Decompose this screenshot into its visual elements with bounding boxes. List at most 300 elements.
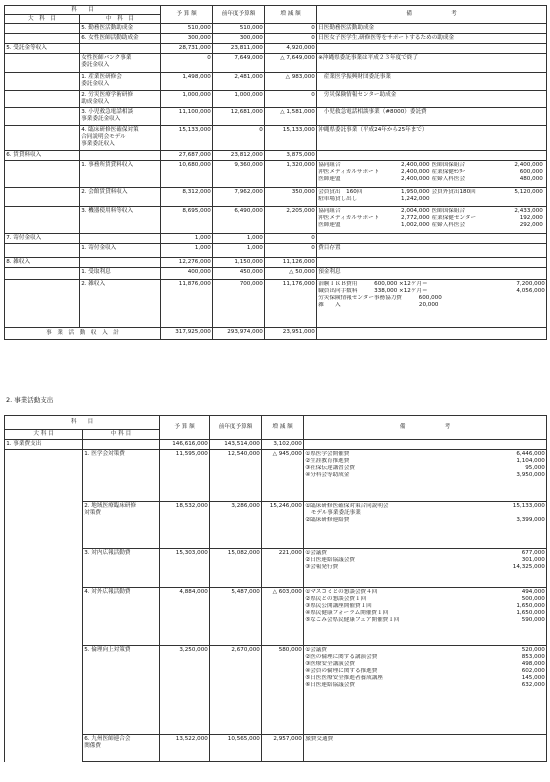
minor-item — [80, 234, 161, 244]
prev-budget-value: 23,812,000 — [213, 151, 265, 161]
major-item — [5, 24, 80, 34]
remark-pair — [432, 169, 545, 176]
table-row — [5, 646, 547, 735]
diff-value: 580,000 — [262, 646, 304, 735]
prev-budget-value: 7,962,000 — [213, 188, 265, 207]
remark-pair-row — [318, 196, 545, 203]
minor-item: 2. 地域医療臨床研修 対策費 — [83, 502, 160, 549]
remark-amount: 494,000 — [521, 588, 545, 595]
remark-pair-row — [318, 208, 545, 215]
diff-value: △ 603,000 — [262, 588, 304, 646]
remark-line — [305, 517, 545, 524]
remark-key: 産業保健ｾﾝﾀｰ — [431, 168, 466, 175]
budget-value: 4,884,000 — [160, 588, 210, 646]
remark-amount — [511, 295, 545, 302]
diff-value: △ 945,000 — [262, 450, 304, 502]
remark-key: 沖医メディカルサポート — [318, 214, 380, 221]
diff-value: 3,102,000 — [262, 440, 304, 450]
diff-value: 0 — [265, 91, 317, 108]
header-remarks: 備 考 — [317, 6, 547, 24]
remark-key — [432, 196, 543, 203]
remark-key: ①臨床研修医確保対策合同説明会 モデル事業委託事業 — [305, 502, 389, 516]
remarks-cell — [317, 54, 547, 73]
major-item — [5, 188, 80, 207]
table-row — [5, 24, 547, 34]
minor-item: 5. 勤務医活動助成金 — [80, 24, 161, 34]
prev-budget-value: 12,540,000 — [210, 450, 262, 502]
budget-value: 28,731,000 — [161, 44, 213, 54]
header-prev-budget: 前年度予算額 — [210, 416, 262, 440]
remark-line — [305, 668, 545, 675]
remark-amount: 602,000 — [521, 667, 545, 674]
prev-budget-value: 0 — [213, 126, 265, 151]
remark-pair-row — [318, 222, 545, 229]
prev-budget-value: 510,000 — [213, 24, 265, 34]
diff-value: 11,176,000 — [265, 280, 317, 328]
major-item: 7. 寄付金収入 — [5, 234, 80, 244]
remarks-cell — [317, 258, 547, 268]
remark-line — [305, 736, 545, 743]
remark-line: 日医勤務医活動助成金 — [318, 24, 375, 31]
major-item: 6. 賃貸料収入 — [5, 151, 80, 161]
prev-budget-value: 5,487,000 — [210, 588, 262, 646]
remarks-cell — [317, 207, 547, 234]
minor-item — [80, 258, 161, 268]
remarks-cell — [317, 161, 547, 188]
remark-amount: 145,000 — [521, 674, 545, 681]
diff-value: 0 — [265, 234, 317, 244]
budget-value: 27,687,000 — [161, 151, 213, 161]
remarks-cell — [317, 24, 547, 34]
remark-key: ③社保伝達講習会費 — [305, 464, 355, 471]
remark-line — [305, 589, 545, 596]
remark-amount: 2,004,000 — [401, 207, 430, 214]
major-item — [5, 268, 80, 280]
remark-pair-row — [318, 169, 545, 176]
remark-key: ③会報発行費 — [305, 563, 339, 570]
diff-value: 15,133,000 — [265, 126, 317, 151]
remark-key: ⑤日医医療安全推進者養成講座 — [305, 674, 383, 681]
header-kamoku: 科 目 — [5, 6, 161, 15]
budget-value: 8,695,000 — [161, 207, 213, 234]
prev-budget-value: 3,286,000 — [210, 502, 262, 549]
remark-pair — [318, 196, 431, 203]
remark-line — [305, 557, 545, 564]
minor-item: 1. 受取利息 — [80, 268, 161, 280]
table-row — [5, 151, 547, 161]
table-row — [5, 126, 547, 151]
prev-budget-value: 1,000 — [213, 234, 265, 244]
diff-value: 350,000 — [265, 188, 317, 207]
remark-line — [305, 458, 545, 465]
remarks-cell — [317, 244, 547, 258]
remark-amount: 2,433,000 — [514, 207, 543, 214]
header-daikamoku: 大 科 目 — [5, 15, 80, 24]
minor-item: 3. 機器使用料等収入 — [80, 207, 161, 234]
table-row — [5, 440, 547, 450]
remark-key: 産業保健センター — [431, 214, 477, 221]
budget-value: 11,876,000 — [161, 280, 213, 328]
budget-value: 400,000 — [161, 268, 213, 280]
diff-value: 0 — [265, 244, 317, 258]
remark-pair — [318, 222, 431, 229]
remark-amount: 14,325,000 — [512, 563, 545, 570]
header-diff: 増 減 額 — [265, 6, 317, 24]
remark-line: ※沖縄県委託事業は平成２３年度で終了 — [318, 54, 418, 61]
diff-value: 2,205,000 — [265, 207, 317, 234]
table-row — [5, 258, 547, 268]
table-row — [5, 161, 547, 188]
remarks-cell — [317, 151, 547, 161]
table-row — [5, 44, 547, 54]
total-remarks — [317, 328, 547, 340]
remark-key: ④県民健康フォーラム開催費１回 — [305, 609, 389, 616]
header-chukamoku: 中 科 目 — [80, 15, 161, 24]
prev-budget-value: 9,360,000 — [213, 161, 265, 188]
prev-budget-value: 2,670,000 — [210, 646, 262, 735]
remark-key: 労災保険情報センター事務協力費 600,000 — [318, 294, 442, 301]
remarks-cell — [317, 91, 547, 108]
diff-value: 4,920,000 — [265, 44, 317, 54]
prev-budget-value: 1,000,000 — [213, 91, 265, 108]
prev-budget-value: 6,490,000 — [213, 207, 265, 234]
header-budget: 予 算 額 — [161, 6, 213, 24]
remark-amount — [543, 196, 545, 203]
remark-amount: 2,772,000 — [401, 214, 430, 221]
remark-amount: 498,000 — [521, 660, 545, 667]
major-item — [5, 73, 80, 91]
prev-budget-value: 143,514,000 — [210, 440, 262, 450]
major-item — [5, 549, 83, 588]
table-row — [5, 108, 547, 126]
revenue-table-body — [5, 6, 547, 340]
remark-line: 労災保険情報センター助成金 — [318, 91, 397, 98]
table-row — [5, 73, 547, 91]
remark-key: 治験ＩＲＢ費用 600,000 ×12ケ月＝ — [318, 280, 428, 287]
diff-value: △ 1,581,000 — [265, 108, 317, 126]
prev-budget-value: 2,481,000 — [213, 73, 265, 91]
remark-line — [305, 610, 545, 617]
minor-item: 2. 労災医療学術研修 助成金収入 — [80, 91, 161, 108]
budget-value: 11,100,000 — [161, 108, 213, 126]
remark-pair — [432, 196, 545, 203]
remark-amount: 301,000 — [521, 556, 545, 563]
diff-value: △ 50,000 — [265, 268, 317, 280]
remarks-cell — [317, 268, 547, 280]
remark-amount: 1,002,000 — [401, 221, 430, 228]
remark-key: 産婦人科医会 — [431, 221, 466, 228]
table-row — [5, 549, 547, 588]
budget-value: 0 — [161, 54, 213, 73]
budget-value: 1,000 — [161, 234, 213, 244]
table-row — [5, 450, 547, 502]
budget-value: 146,616,000 — [160, 440, 210, 450]
remark-key: 協同組合 — [318, 161, 341, 168]
major-item — [5, 34, 80, 44]
minor-item: 1. 寄付金収入 — [80, 244, 161, 258]
remark-key: ③県民公開講座開催費１回 — [305, 602, 372, 609]
remark-key: 雑 入 20,000 — [318, 301, 439, 308]
table-row — [5, 268, 547, 280]
major-item — [5, 91, 80, 108]
remark-line — [305, 465, 545, 472]
remarks-cell — [304, 502, 547, 549]
remark-amount — [511, 736, 545, 743]
minor-item — [80, 151, 161, 161]
remark-amount: 292,000 — [519, 221, 543, 228]
major-item: 1. 事業費支出 — [5, 440, 83, 450]
remark-pair — [318, 215, 431, 222]
remarks-cell — [304, 440, 547, 450]
remark-key: ①県医学会開催費 — [305, 450, 350, 457]
remark-key: ④会員の倫理に関する推進費 — [305, 667, 378, 674]
remark-line — [318, 288, 545, 295]
remark-key: ①マスコミとの懇談会費４回 — [305, 588, 378, 595]
remark-amount: 500,000 — [521, 595, 545, 602]
total-label: 事 業 活 動 収 入 計 — [5, 328, 161, 340]
prev-budget-value: 23,811,000 — [213, 44, 265, 54]
budget-value: 1,498,000 — [161, 73, 213, 91]
remark-key: 職員出向手数料 338,000 ×12ケ月＝ — [318, 287, 428, 294]
remark-amount: 192,000 — [519, 214, 543, 221]
remark-amount: 3,950,000 — [516, 471, 545, 478]
budget-value: 13,522,000 — [160, 735, 210, 762]
remark-line: 預金利息 — [318, 268, 341, 275]
minor-item: 女性医師バンク事業 委託金収入 — [80, 54, 161, 73]
remark-key: 医師国保組合 — [431, 207, 466, 214]
remark-amount: 1,650,000 — [516, 602, 545, 609]
header-kamoku: 科 目 — [5, 416, 160, 430]
budget-value: 11,595,000 — [160, 450, 210, 502]
remark-key: 医師連盟 — [318, 175, 341, 182]
header-chukamoku: 中 科 目 — [83, 430, 160, 440]
budget-value: 1,000 — [161, 244, 213, 258]
remark-line — [305, 564, 545, 571]
diff-value: △ 983,000 — [265, 73, 317, 91]
remark-amount: 1,650,000 — [516, 609, 545, 616]
remarks-cell — [304, 450, 547, 502]
remark-amount: 2,400,000 — [401, 168, 430, 175]
budget-value: 10,680,000 — [161, 161, 213, 188]
remark-amount: 7,200,000 — [516, 280, 545, 287]
minor-item: 1. 事務所賃貸料収入 — [80, 161, 161, 188]
table-row — [5, 54, 547, 73]
budget-value: 8,312,000 — [161, 188, 213, 207]
remark-key: 医師連盟 — [318, 221, 341, 228]
minor-item: 6. 女性医師活動助成金 — [80, 34, 161, 44]
remark-amount: 520,000 — [521, 646, 545, 653]
major-item — [5, 502, 83, 549]
prev-budget-value: 7,649,000 — [213, 54, 265, 73]
major-item — [5, 450, 83, 502]
diff-value: 2,957,000 — [262, 735, 304, 762]
remark-line — [305, 503, 545, 517]
remark-key: ③医療安全講演会費 — [305, 660, 355, 667]
total-diff: 23,951,000 — [265, 328, 317, 340]
remark-line: 小児救急電話相談事業（#8000）委託費 — [318, 108, 427, 115]
remark-amount: 853,000 — [521, 653, 545, 660]
remark-amount: 677,000 — [521, 549, 545, 556]
diff-value: 0 — [265, 24, 317, 34]
minor-item — [80, 44, 161, 54]
budget-value: 300,000 — [161, 34, 213, 44]
remark-amount — [511, 302, 545, 309]
diff-value: 15,246,000 — [262, 502, 304, 549]
header-budget: 予 算 額 — [160, 416, 210, 440]
remark-amount: 480,000 — [519, 175, 543, 182]
remark-amount: 2,400,000 — [401, 175, 430, 182]
minor-item: 2. 雑収入 — [80, 280, 161, 328]
remarks-cell — [317, 34, 547, 44]
minor-item: 1. 産業医研修会 委託金収入 — [80, 73, 161, 91]
remark-key: 医師国保組合 — [431, 161, 466, 168]
minor-item: 6. 九州医師連合会 関係費 — [83, 735, 160, 762]
prev-budget-value: 700,000 — [213, 280, 265, 328]
remark-line — [305, 472, 545, 479]
diff-value: △ 7,649,000 — [265, 54, 317, 73]
minor-item: 5. 倫理向上対策費 — [83, 646, 160, 735]
diff-value: 3,875,000 — [265, 151, 317, 161]
remarks-cell — [317, 126, 547, 151]
remark-pair — [318, 162, 431, 169]
remarks-cell — [317, 280, 547, 328]
remark-key: 会員外貸出180回 — [431, 188, 476, 195]
remark-pair — [318, 189, 431, 196]
table-row — [5, 188, 547, 207]
remark-amount: 2,400,000 — [514, 161, 543, 168]
remark-key: ②県民との懇談会費１回 — [305, 595, 367, 602]
remarks-cell — [317, 108, 547, 126]
remark-line — [305, 550, 545, 557]
remark-key: ④分科会等助成金 — [305, 471, 350, 478]
minor-item: 4. 対外広報活動費 — [83, 588, 160, 646]
diff-value: 1,320,000 — [265, 161, 317, 188]
revenue-table — [4, 5, 547, 340]
remark-amount: 3,399,000 — [516, 516, 545, 523]
table-row — [5, 502, 547, 549]
remark-key: 駐車場貸し出し — [318, 195, 358, 202]
total-prev-budget: 293,974,000 — [213, 328, 265, 340]
remark-line: 費目存置 — [318, 244, 341, 251]
table-row — [5, 588, 547, 646]
table-row — [5, 34, 547, 44]
remark-amount: 4,056,000 — [516, 287, 545, 294]
major-item — [5, 207, 80, 234]
budget-value: 18,532,000 — [160, 502, 210, 549]
budget-value: 12,276,000 — [161, 258, 213, 268]
remark-line — [305, 654, 545, 661]
remark-pair — [432, 215, 545, 222]
major-item — [5, 161, 80, 188]
remark-pair — [318, 169, 431, 176]
remark-line — [305, 617, 545, 624]
minor-item: 4. 臨床研修医確保対策 合同説明会モデル 事業委託収入 — [80, 126, 161, 151]
table-row — [5, 234, 547, 244]
remark-key: ②生涯教育推進費 — [305, 457, 350, 464]
remark-key: ①会議費 — [305, 549, 327, 556]
remark-pair — [432, 222, 545, 229]
minor-item: 1. 医学会対策費 — [83, 450, 160, 502]
header-prev-budget: 前年度予算額 — [213, 6, 265, 24]
budget-value: 15,303,000 — [160, 549, 210, 588]
remark-key: 産婦人科医会 — [431, 175, 466, 182]
remarks-cell — [304, 549, 547, 588]
remark-amount: 1,950,000 — [401, 188, 430, 195]
table-row — [5, 91, 547, 108]
remark-key: ②日医連絡協議会費 — [305, 556, 355, 563]
major-item — [5, 244, 80, 258]
remarks-cell — [304, 646, 547, 735]
remark-key: ②臨床研修連絡費 — [305, 516, 350, 523]
major-item: 8. 雑収入 — [5, 258, 80, 268]
header-diff: 増 減 額 — [262, 416, 304, 440]
remarks-cell — [317, 44, 547, 54]
remark-pair — [432, 162, 545, 169]
remark-pair-row — [318, 176, 545, 183]
remark-line — [305, 661, 545, 668]
minor-item: 3. 小児救急電話相談 事業委託金収入 — [80, 108, 161, 126]
remark-pair — [432, 189, 545, 196]
remarks-cell — [304, 735, 547, 762]
remark-line: 沖縄県委託事業（平成24年から25年まで） — [318, 126, 428, 133]
budget-value: 510,000 — [161, 24, 213, 34]
remark-key: 会員貸出 160回 — [318, 188, 363, 195]
remark-pair — [318, 176, 431, 183]
remark-line — [318, 281, 545, 288]
major-item — [5, 588, 83, 646]
remarks-cell — [317, 188, 547, 207]
remark-line — [305, 603, 545, 610]
remark-key: ②医の倫理に関する講演会費 — [305, 653, 378, 660]
remark-key: ⑤なごみ会県民健康フェア開催費１回 — [305, 616, 400, 623]
remark-amount: 632,000 — [521, 681, 545, 688]
total-row — [5, 328, 547, 340]
minor-item — [83, 440, 160, 450]
remark-line — [305, 596, 545, 603]
expenditure-table-body — [5, 416, 547, 762]
budget-value: 15,133,000 — [161, 126, 213, 151]
diff-value: 221,000 — [262, 549, 304, 588]
major-item — [5, 108, 80, 126]
remark-amount: 5,120,000 — [514, 188, 543, 195]
remarks-cell — [317, 234, 547, 244]
prev-budget-value: 10,565,000 — [210, 735, 262, 762]
remark-key: ⑥日医連絡協議会費 — [305, 681, 355, 688]
table-row — [5, 244, 547, 258]
major-item — [5, 126, 80, 151]
budget-value: 3,250,000 — [160, 646, 210, 735]
major-item: 5. 受託金等収入 — [5, 44, 80, 54]
remark-line — [305, 451, 545, 458]
major-item — [5, 646, 83, 735]
prev-budget-value: 12,681,000 — [213, 108, 265, 126]
remark-pair — [432, 208, 545, 215]
prev-budget-value: 15,082,000 — [210, 549, 262, 588]
prev-budget-value: 1,150,000 — [213, 258, 265, 268]
minor-item: 2. 会館賃貸料収入 — [80, 188, 161, 207]
table-row — [5, 280, 547, 328]
remark-line — [318, 302, 545, 309]
remark-pair-row — [318, 215, 545, 222]
diff-value: 11,126,000 — [265, 258, 317, 268]
table-row — [5, 207, 547, 234]
prev-budget-value: 450,000 — [213, 268, 265, 280]
remark-pair-row — [318, 162, 545, 169]
major-item — [5, 54, 80, 73]
major-item — [5, 280, 80, 328]
remark-line: 日医女子医学生,研修医等をサポートするための助成金 — [318, 34, 455, 41]
diff-value: 0 — [265, 34, 317, 44]
